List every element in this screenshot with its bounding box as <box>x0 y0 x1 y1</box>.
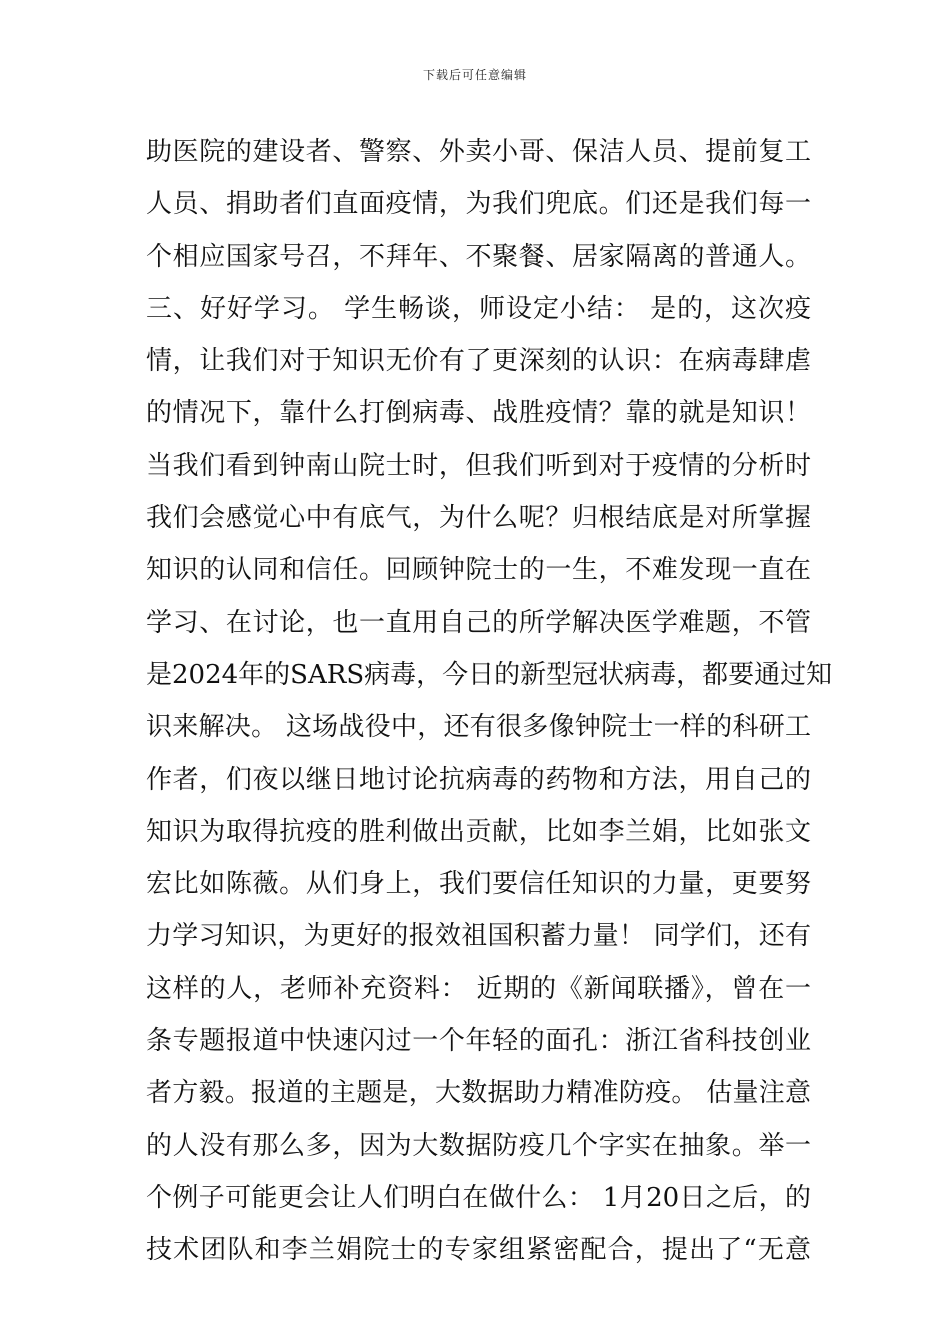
text-line: 助医院的建设者、警察、外卖小哥、保洁人员、提前复工 <box>146 137 811 167</box>
text-line: 者方毅。报道的主题是，大数据助力精准防疫。 估量注意 <box>146 1078 811 1109</box>
text-line: 人员、捐助者们直面疫情，为我们兜底。们还是我们每一 <box>146 189 811 220</box>
body-text <box>146 126 833 1277</box>
text-line: 是2024年的SARS病毒，今日的新型冠状病毒，都要通过知 <box>146 659 833 690</box>
text-line: 这样的人，老师补充资料： 近期的《新闻联播》，曾在一 <box>146 973 811 1004</box>
text-line: 作者，们夜以继日地讨论抗病毒的药物和方法，用自己的 <box>146 764 811 795</box>
text-line: 三、好好学习。 学生畅谈，师设定小结： 是的，这次疫 <box>146 293 811 324</box>
text-line: 识来解决。 这场战役中，还有很多像钟院士一样的科研工 <box>146 712 811 743</box>
text-line: 学习、在讨论，也一直用自己的所学解决医学难题，不管 <box>146 607 811 638</box>
page-header: 下载后可任意编辑 <box>422 68 527 82</box>
text-line: 技术团队和李兰娟院士的专家组紧密配合，提出了“无意 <box>146 1235 811 1266</box>
text-line: 知识的认同和信任。回顾钟院士的一生，不难发现一直在 <box>146 555 811 586</box>
text-line: 力学习知识，为更好的报效祖国积蓄力量！ 同学们，还有 <box>146 921 811 952</box>
text-line: 个例子可能更会让人们明白在做什么： 1月20日之后，的 <box>146 1182 811 1213</box>
text-line: 宏比如陈薇。从们身上，我们要信任知识的力量，更要努 <box>146 869 811 900</box>
text-line: 情，让我们对于知识无价有了更深刻的认识：在病毒肆虐 <box>146 346 811 377</box>
text-line: 个相应国家号召，不拜年、不聚餐、居家隔离的普通人。 <box>146 241 811 272</box>
text-line: 当我们看到钟南山院士时，但我们听到对于疫情的分析时 <box>146 450 811 481</box>
text-line: 的人没有那么多，因为大数据防疫几个字实在抽象。举一 <box>146 1130 811 1161</box>
text-line: 条专题报道中快速闪过一个年轻的面孔：浙江省科技创业 <box>146 1026 811 1057</box>
text-line: 知识为取得抗疫的胜利做出贡献，比如李兰娟，比如张文 <box>146 816 811 847</box>
text-line: 我们会感觉心中有底气，为什么呢？归根结底是对所掌握 <box>146 503 811 534</box>
text-line: 的情况下，靠什么打倒病毒、战胜疫情？靠的就是知识！ <box>146 398 811 429</box>
